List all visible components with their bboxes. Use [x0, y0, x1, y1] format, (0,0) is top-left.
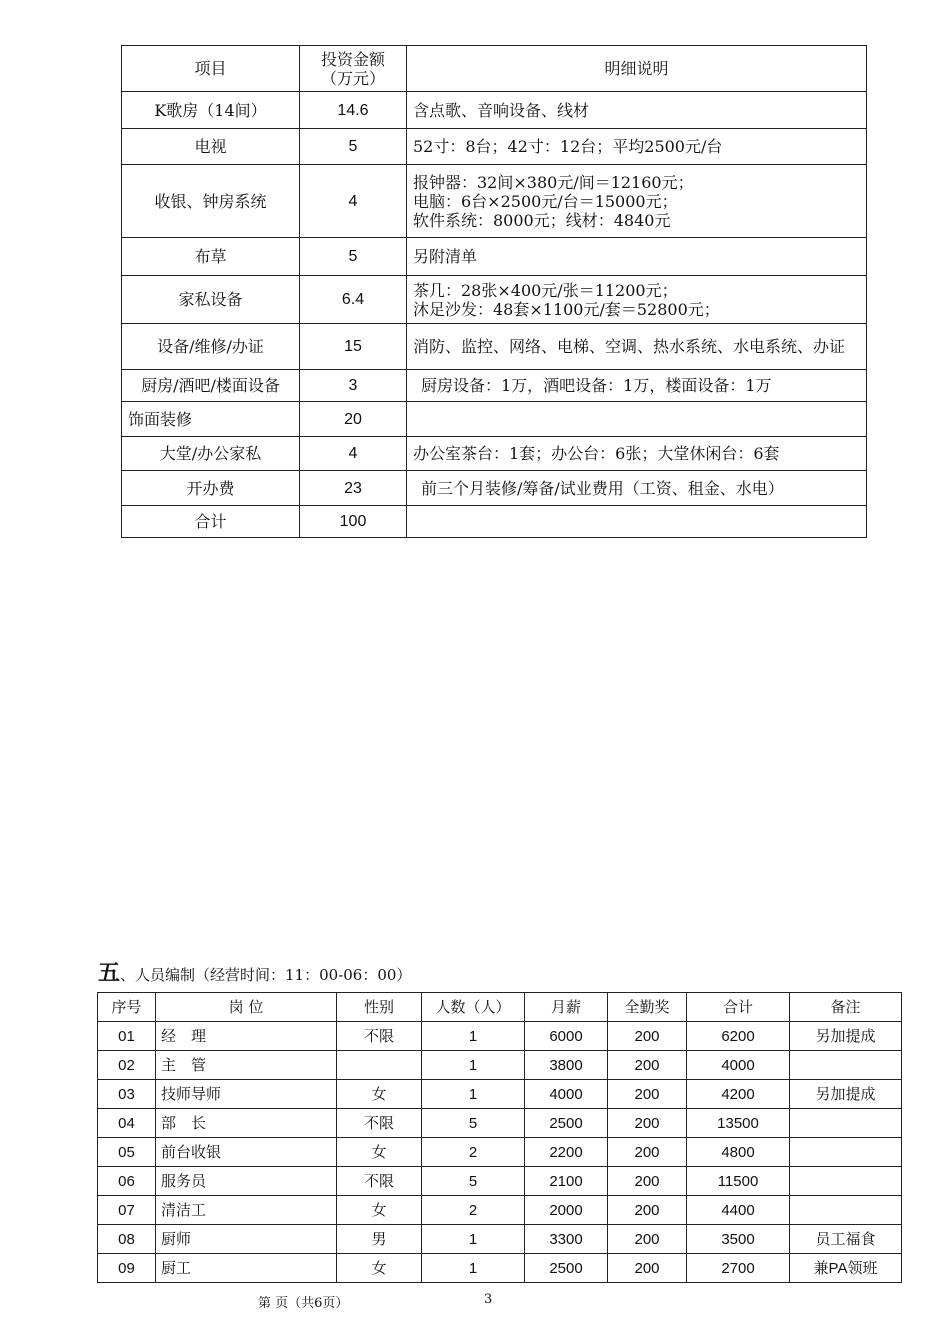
amount-cell: 20: [300, 402, 407, 437]
cell-5: 200: [608, 1225, 687, 1254]
cell-0: 02: [98, 1051, 156, 1080]
detail-cell: [407, 402, 867, 437]
table-row: [98, 1080, 902, 1109]
item-cell: 开办费: [122, 471, 300, 506]
cell-5: 200: [608, 1051, 687, 1080]
detail-line: 52寸：8台；42寸：12台；平均2500元/台: [413, 137, 723, 156]
cell-3: 2: [422, 1138, 525, 1167]
table-row: [98, 1109, 902, 1138]
cell-0: 06: [98, 1167, 156, 1196]
header-cell: 明细说明: [407, 46, 867, 92]
cell-1: 部 长: [156, 1109, 337, 1138]
cell-0: 08: [98, 1225, 156, 1254]
header-cell: 性别: [337, 993, 422, 1022]
table-row: [98, 1138, 902, 1167]
cell-6: 2700: [687, 1254, 790, 1283]
detail-line: 茶几：28张×400元/张＝11200元；: [413, 280, 678, 300]
header-cell: 全勤奖: [608, 993, 687, 1022]
detail-cell: [407, 92, 867, 129]
cell-6: 4400: [687, 1196, 790, 1225]
detail-line: 前三个月装修/筹备/试业费用（工资、租金、水电）: [421, 478, 784, 498]
cell-4: 2200: [525, 1138, 608, 1167]
detail-line: 沐足沙发：48套×1100元/套＝52800元；: [413, 299, 720, 319]
cell-4: 2500: [525, 1254, 608, 1283]
detail-line: 消防、监控、网络、电梯、空调、热水系统、水电系统、办证: [413, 337, 846, 356]
amount-cell: 3: [300, 370, 407, 402]
section-number: 五: [98, 960, 121, 986]
investment-table: [121, 45, 867, 538]
amount-cell: 5: [300, 238, 407, 276]
detail-cell: [407, 129, 867, 165]
cell-1: 前台收银: [156, 1138, 337, 1167]
cell-7: 另加提成: [790, 1022, 902, 1051]
cell-2: 女: [337, 1254, 422, 1283]
cell-1: 厨师: [156, 1225, 337, 1254]
detail-cell: [407, 471, 867, 506]
cell-4: 3800: [525, 1051, 608, 1080]
cell-1: 主 管: [156, 1051, 337, 1080]
detail-cell: [407, 370, 867, 402]
cell-3: 5: [422, 1109, 525, 1138]
cell-3: 5: [422, 1167, 525, 1196]
cell-2: 不限: [337, 1109, 422, 1138]
cell-7: [790, 1109, 902, 1138]
page-footer-label: 第 页（共6页）: [258, 1296, 349, 1311]
table-row: [122, 165, 867, 238]
item-cell: 厨房/酒吧/楼面设备: [122, 370, 300, 402]
detail-line: 电脑：6台×2500元/台＝15000元；: [413, 191, 678, 211]
amount-cell: 23: [300, 471, 407, 506]
cell-6: 3500: [687, 1225, 790, 1254]
table-row: [122, 129, 867, 165]
table-row: [98, 1022, 902, 1051]
cell-7: [790, 1051, 902, 1080]
item-cell: 饰面装修: [122, 402, 300, 437]
item-cell: 合计: [122, 506, 300, 538]
cell-5: 200: [608, 1109, 687, 1138]
cell-3: 1: [422, 1254, 525, 1283]
amount-cell: 100: [300, 506, 407, 538]
cell-4: 4000: [525, 1080, 608, 1109]
cell-5: 200: [608, 1138, 687, 1167]
cell-6: 11500: [687, 1167, 790, 1196]
cell-5: 200: [608, 1080, 687, 1109]
cell-1: 经 理: [156, 1022, 337, 1051]
cell-5: 200: [608, 1196, 687, 1225]
cell-5: 200: [608, 1167, 687, 1196]
cell-0: 03: [98, 1080, 156, 1109]
detail-line: 软件系统：8000元；线材：4840元: [413, 210, 671, 230]
header-cell: 人数（人）: [422, 993, 525, 1022]
cell-4: 2500: [525, 1109, 608, 1138]
cell-1: 技师导师: [156, 1080, 337, 1109]
cell-2: 女: [337, 1080, 422, 1109]
amount-cell: 14.6: [300, 92, 407, 129]
cell-1: 服务员: [156, 1167, 337, 1196]
cell-1: 厨工: [156, 1254, 337, 1283]
amount-cell: 5: [300, 129, 407, 165]
cell-2: 男: [337, 1225, 422, 1254]
cell-0: 01: [98, 1022, 156, 1051]
cell-4: 2100: [525, 1167, 608, 1196]
cell-2: 不限: [337, 1022, 422, 1051]
item-cell: 布草: [122, 238, 300, 276]
cell-2: 女: [337, 1138, 422, 1167]
staff-table: [97, 992, 902, 1283]
item-cell: 电视: [122, 129, 300, 165]
table-row: [122, 238, 867, 276]
item-cell: 家私设备: [122, 276, 300, 324]
table-row: [98, 1051, 902, 1080]
cell-0: 07: [98, 1196, 156, 1225]
detail-cell: [407, 324, 867, 370]
amount-cell: 6.4: [300, 276, 407, 324]
cell-6: 4000: [687, 1051, 790, 1080]
amount-cell: 4: [300, 437, 407, 471]
header-cell: 合计: [687, 993, 790, 1022]
cell-0: 09: [98, 1254, 156, 1283]
header-cell: 序号: [98, 993, 156, 1022]
detail-cell: [407, 437, 867, 471]
cell-6: 6200: [687, 1022, 790, 1051]
page-number: 3: [484, 1292, 493, 1307]
cell-3: 2: [422, 1196, 525, 1225]
cell-7: [790, 1196, 902, 1225]
cell-7: 员工福食: [790, 1225, 902, 1254]
detail-line: 办公室茶台：1套；办公台：6张；大堂休闲台：6套: [413, 444, 780, 463]
item-cell: 大堂/办公家私: [122, 437, 300, 471]
table-row: [122, 92, 867, 129]
detail-line: 含点歌、音响设备、线材: [413, 100, 590, 120]
table-row: [98, 1196, 902, 1225]
header-cell: 备注: [790, 993, 902, 1022]
cell-4: 6000: [525, 1022, 608, 1051]
header-cell: 岗 位: [156, 993, 337, 1022]
table-row: [122, 471, 867, 506]
detail-line: 另附清单: [413, 247, 478, 266]
table-row: [98, 1167, 902, 1196]
cell-4: 2000: [525, 1196, 608, 1225]
cell-7: 另加提成: [790, 1080, 902, 1109]
cell-4: 3300: [525, 1225, 608, 1254]
cell-7: [790, 1138, 902, 1167]
table-row: [122, 506, 867, 538]
cell-1: 清洁工: [156, 1196, 337, 1225]
amount-cell: 15: [300, 324, 407, 370]
section-heading: [98, 956, 411, 987]
cell-0: 04: [98, 1109, 156, 1138]
cell-3: 1: [422, 1022, 525, 1051]
cell-3: 1: [422, 1051, 525, 1080]
table-row: [122, 276, 867, 324]
cell-3: 1: [422, 1225, 525, 1254]
cell-7: 兼PA领班: [790, 1254, 902, 1283]
detail-line: 厨房设备：1万，酒吧设备：1万，楼面设备：1万: [421, 376, 772, 395]
header-cell: 项目: [122, 46, 300, 92]
cell-6: 13500: [687, 1109, 790, 1138]
table-row: [98, 1225, 902, 1254]
item-cell: 收银、钟房系统: [122, 165, 300, 238]
cell-0: 05: [98, 1138, 156, 1167]
cell-2: [337, 1051, 422, 1080]
detail-line: 报钟器：32间×380元/间＝12160元；: [413, 172, 694, 192]
cell-3: 1: [422, 1080, 525, 1109]
cell-2: 女: [337, 1196, 422, 1225]
cell-2: 不限: [337, 1167, 422, 1196]
cell-7: [790, 1167, 902, 1196]
amount-cell: 4: [300, 165, 407, 238]
table-row: [122, 324, 867, 370]
cell-5: 200: [608, 1254, 687, 1283]
table-row: [122, 370, 867, 402]
table-row: [122, 402, 867, 437]
item-cell: K歌房（14间）: [122, 92, 300, 129]
table-header-row: [98, 993, 902, 1022]
detail-cell: [407, 506, 867, 538]
header-cell: 月薪: [525, 993, 608, 1022]
detail-cell: [407, 276, 867, 324]
cell-6: 4800: [687, 1138, 790, 1167]
table-row: [122, 437, 867, 471]
section-title: 、人员编制（经营时间：11：00-06：00）: [120, 966, 412, 984]
detail-cell: [407, 165, 867, 238]
item-cell: 设备/维修/办证: [122, 324, 300, 370]
table-row: [98, 1254, 902, 1283]
table-header-row: [122, 46, 867, 92]
detail-cell: [407, 238, 867, 276]
cell-5: 200: [608, 1022, 687, 1051]
header-cell: 投资金额（万元）: [300, 46, 407, 92]
cell-6: 4200: [687, 1080, 790, 1109]
